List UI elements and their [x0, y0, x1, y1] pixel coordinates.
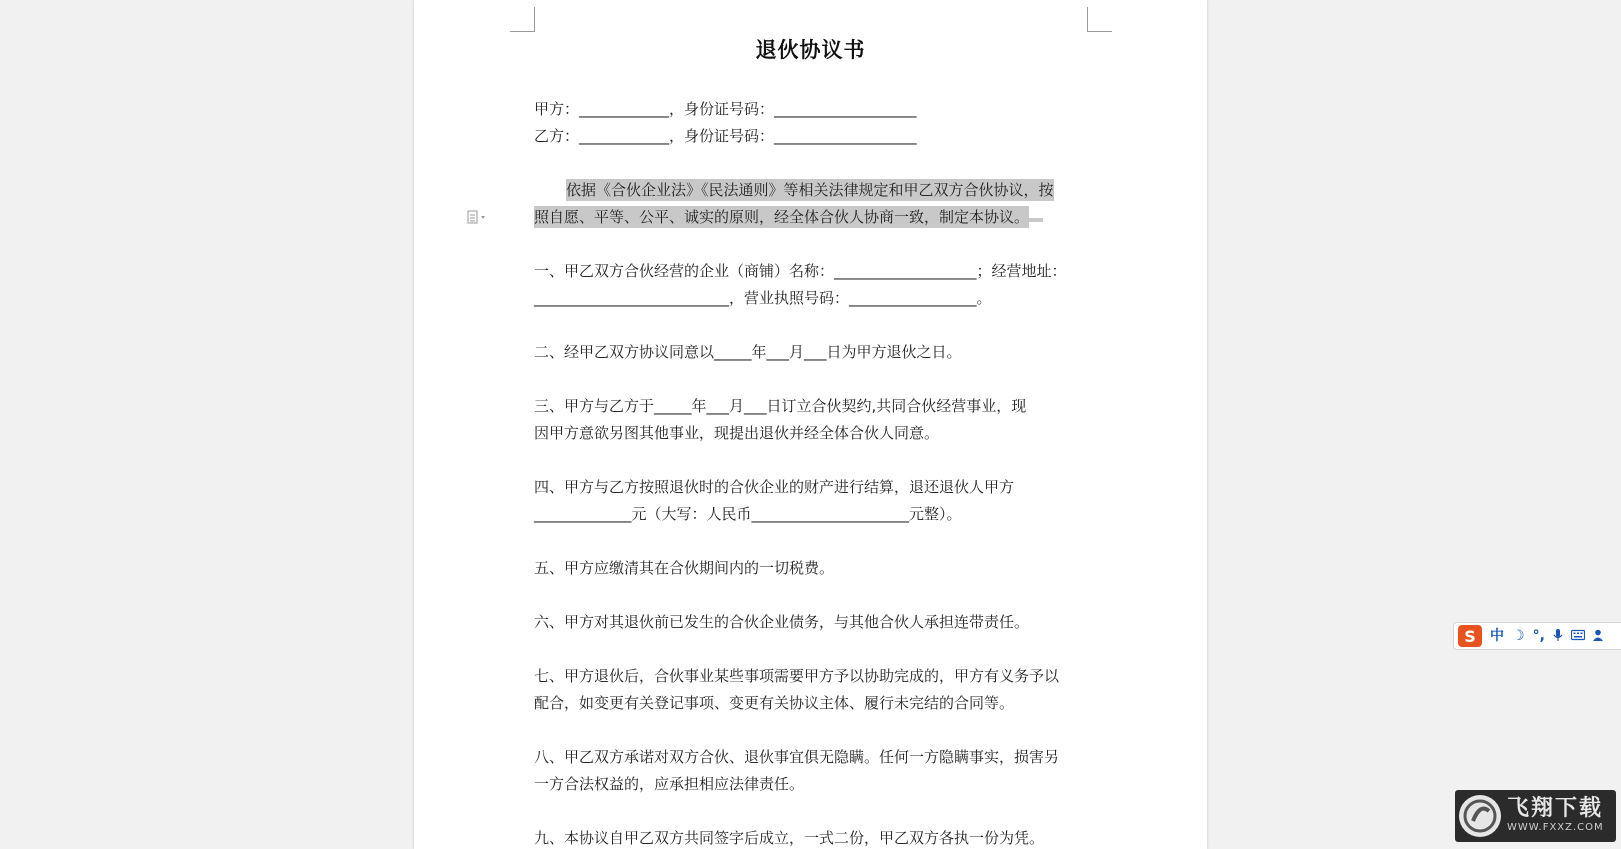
clause-9-line1[interactable]: 九、本协议自甲乙双方共同签字后成立，一式二份，甲乙双方各执一份为凭。 — [534, 829, 1045, 847]
intro-paragraph-line2[interactable] — [534, 204, 1089, 231]
site-watermark — [1455, 790, 1616, 842]
selected-text[interactable]: 依据《合伙企业法》《民法通则》等相关法律规定和甲乙双方合伙协议，按 — [566, 181, 1054, 199]
document-body[interactable] — [534, 96, 1089, 849]
watermark-url-text: WWW.FXXZ.COM — [1507, 822, 1604, 833]
margin-corner-top-left — [510, 7, 535, 32]
document-page[interactable] — [414, 0, 1207, 849]
clause-7-line2[interactable]: 配合，如变更有关登记事项、变更有关协议主体、履行未完结的合同等。 — [534, 694, 1015, 712]
ime-mode-toggle[interactable]: 中 — [1490, 628, 1504, 644]
microphone-icon[interactable] — [1553, 628, 1563, 645]
keyboard-icon[interactable] — [1571, 629, 1585, 644]
document-title[interactable]: 退伙协议书 — [755, 38, 866, 62]
ime-toolbar[interactable] — [1453, 622, 1621, 650]
clause-3-line1[interactable]: 三、甲方与乙方于_____年___月___日订立合伙契约,共同合伙经营事业，现 — [534, 397, 1027, 415]
watermark-chinese-text: 飞翔下载 — [1507, 796, 1604, 821]
party-b-line[interactable]: 乙方：____________，身份证号码：___________________ — [534, 127, 917, 145]
user-icon[interactable] — [1593, 629, 1603, 644]
watermark-logo-icon — [1459, 795, 1501, 837]
clause-8-line2[interactable]: 一方合法权益的，应承担相应法律责任。 — [534, 775, 805, 793]
margin-corner-top-right — [1087, 7, 1112, 32]
moon-icon[interactable]: ☽ — [1512, 628, 1525, 644]
party-a-line[interactable]: 甲方：____________，身份证号码：___________________ — [534, 100, 917, 118]
clause-7-line1[interactable]: 七、甲方退伙后，合伙事业某些事项需要甲方予以协助完成的，甲方有义务予以 — [534, 667, 1060, 685]
clause-2-line1[interactable]: 二、经甲乙双方协议同意以_____年___月___日为甲方退伙之日。 — [534, 343, 962, 361]
clause-1-line2[interactable]: __________________________，营业执照号码：_________________。 — [534, 289, 992, 307]
clause-3-line2[interactable]: 因甲方意欲另图其他事业，现提出退伙并经全体合伙人同意。 — [534, 424, 940, 442]
clause-8-line1[interactable]: 八、甲乙双方承诺对双方合伙、退伙事宜俱无隐瞒。任何一方隐瞒事实，损害另 — [534, 748, 1060, 766]
clause-5-line1[interactable]: 五、甲方应缴清其在合伙期间内的一切税费。 — [534, 559, 835, 577]
sogou-logo-icon[interactable]: S — [1458, 625, 1482, 647]
clause-1-line1[interactable]: 一、甲乙双方合伙经营的企业（商铺）名称：___________________；经营地址： — [534, 262, 1067, 280]
clause-4-line2[interactable]: _____________元（大写：人民币_____________________元整）。 — [534, 505, 962, 523]
punctuation-icon[interactable]: °, — [1532, 628, 1545, 644]
clause-4-line1[interactable]: 四、甲方与乙方按照退伙时的合伙企业的财产进行结算，退还退伙人甲方 — [534, 478, 1015, 496]
selected-text[interactable]: 照自愿、平等、公平、诚实的原则，经全体合伙人协商一致，制定本协议。 — [534, 208, 1030, 226]
paragraph-format-icon[interactable] — [467, 210, 489, 224]
intro-paragraph-line1[interactable] — [534, 177, 1089, 204]
clause-6-line1[interactable]: 六、甲方对其退伙前已发生的合伙企业债务，与其他合伙人承担连带责任。 — [534, 613, 1030, 631]
